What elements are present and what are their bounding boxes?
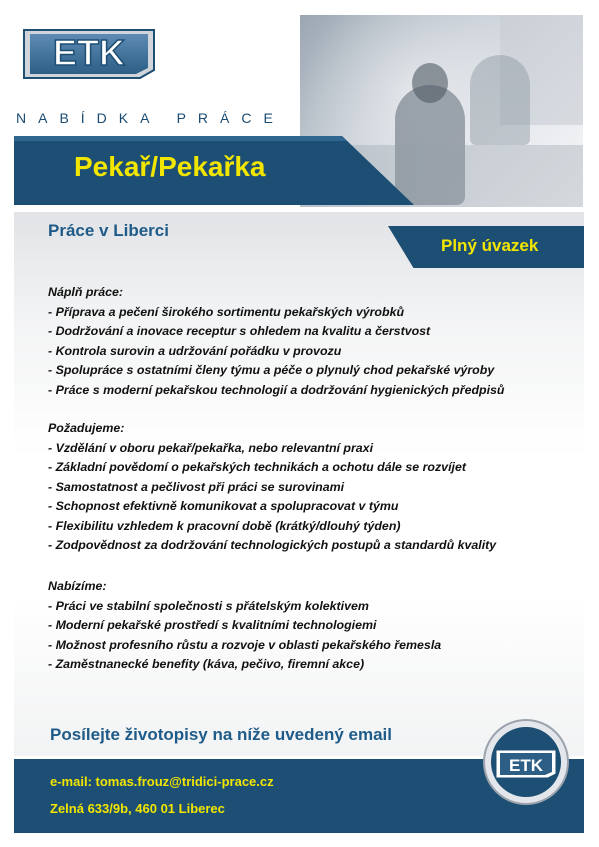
list-item: - Schopnost efektivně komunikovat a spolupracovat v týmu <box>48 499 399 513</box>
list-item: - Moderní pekařské prostředí s kvalitními technologiemi <box>48 618 377 632</box>
photo-figure-shape <box>470 55 530 145</box>
list-item: - Samostatnost a pečlivost při práci se surovinami <box>48 479 345 494</box>
list-item: - Zaměstnanecké benefity (káva, pečivo, firemní akce) <box>48 657 365 671</box>
list-item: - Spolupráce s ostatními členy týmu a péče o plynulý chod pekařské výroby <box>48 363 495 377</box>
contact-email[interactable]: e-mail: tomas.frouz@tridici-prace.cz <box>50 774 274 789</box>
etk-logo <box>20 24 158 84</box>
list-item: - Vzdělání v oboru pekař/pekařka, nebo relevantní praxi <box>48 440 374 455</box>
job-location: Práce v Liberci <box>48 221 169 240</box>
list-item: - Práci ve stabilní společnosti s přátelským kolektivem <box>48 598 369 613</box>
contact-address: Zelná 633/9b, 460 01 Liberec <box>50 801 225 816</box>
etk-logo-text: ETK <box>53 32 125 73</box>
photo-head-shape <box>412 63 448 103</box>
application-cta: Posílejte životopisy na níže uvedený email <box>50 725 393 744</box>
list-item: - Dodržování a inovace receptur s ohledem na kvalitu a čerstvost <box>48 324 431 338</box>
etk-badge-text: ETK <box>509 756 543 775</box>
list-item: - Práce s moderní pekařskou technologií a dodržování hygienických předpisů <box>48 382 505 397</box>
duties-section <box>48 283 505 400</box>
section-heading: Nabízíme: <box>48 579 107 593</box>
list-item: - Základní povědomí o pekařských technikách a ochotu dále se rozvíjet <box>48 460 466 474</box>
list-item: - Flexibilitu vzhledem k pracovní době (krátký/dlouhý týden) <box>48 518 401 533</box>
requirements-section <box>48 419 496 556</box>
list-item: - Možnost profesního růstu a rozvoje v oblasti pekařského řemesla <box>48 637 442 652</box>
section-heading: Náplň práce: <box>48 285 124 299</box>
list-item: - Zodpovědnost za dodržování technologických postupů a standardů kvality <box>48 538 497 552</box>
section-heading: Požadujeme: <box>48 421 125 435</box>
etk-badge-logo <box>482 718 570 806</box>
job-offer-kicker: NABÍDKA PRÁCE <box>16 110 285 126</box>
offers-section <box>48 577 441 675</box>
employment-type: Plný úvazek <box>441 236 539 255</box>
list-item: - Kontrola surovin a udržování pořádku v provozu <box>48 343 342 358</box>
list-item: - Příprava a pečení širokého sortimentu pekařských výrobků <box>48 304 405 319</box>
job-title: Pekař/Pekařka <box>74 151 266 182</box>
